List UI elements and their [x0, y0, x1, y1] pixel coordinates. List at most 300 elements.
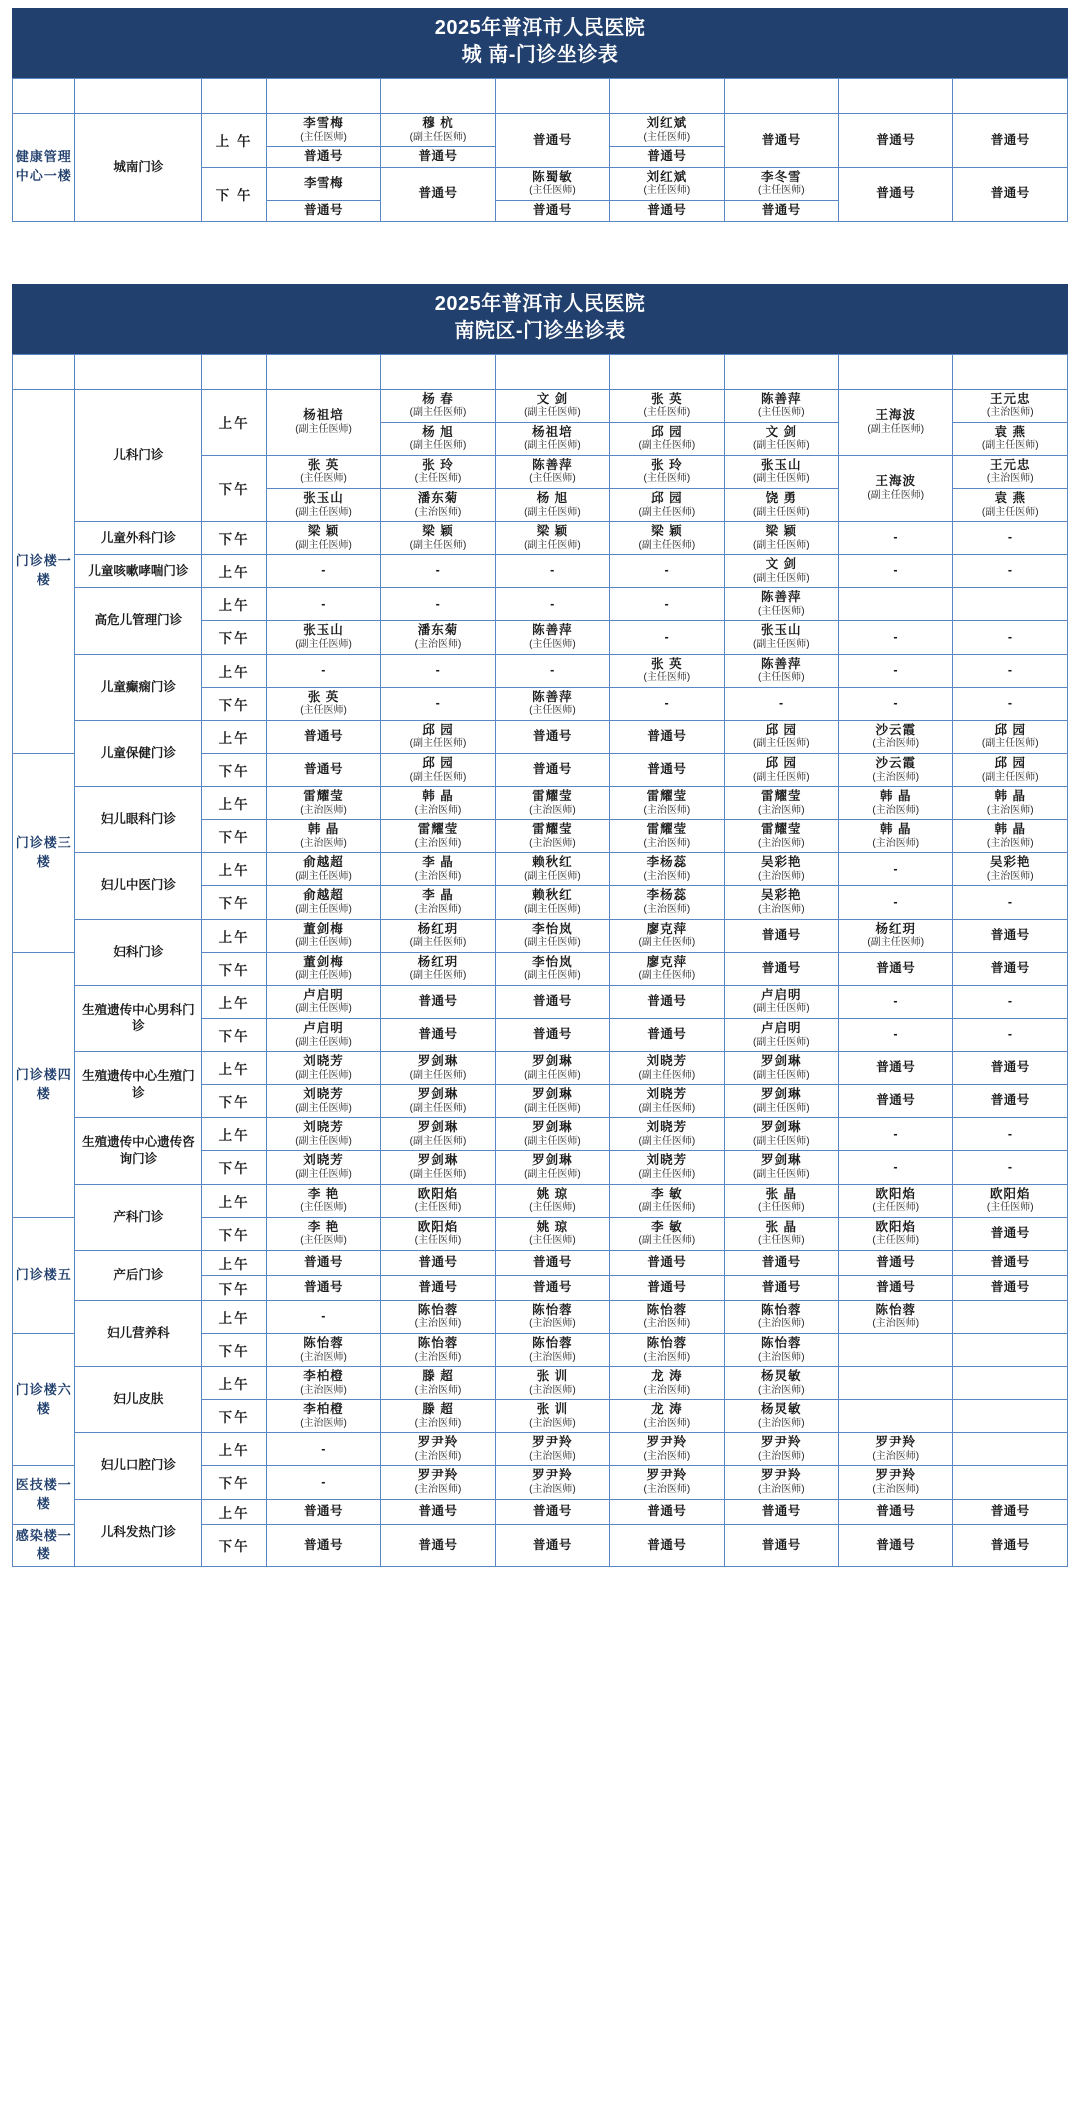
schedule-slot[interactable] [266, 687, 380, 720]
schedule-slot[interactable] [266, 588, 380, 621]
schedule-slot[interactable] [266, 1275, 380, 1300]
slot-doctor-name: 罗剑琳 [417, 1120, 459, 1135]
slot-doctor-name: 普通号 [418, 994, 458, 1008]
schedule-slot[interactable] [495, 1275, 609, 1300]
schedule-slot[interactable] [839, 1018, 953, 1051]
schedule-slot[interactable] [610, 787, 724, 820]
schedule-slot[interactable] [953, 687, 1068, 720]
schedule-slot[interactable] [839, 389, 953, 455]
schedule-slot[interactable] [953, 853, 1068, 886]
schedule-slot[interactable] [381, 1367, 495, 1400]
schedule-slot[interactable] [953, 753, 1068, 786]
schedule-slot[interactable] [381, 588, 495, 621]
schedule-slot[interactable] [381, 1052, 495, 1085]
schedule-slot[interactable] [839, 919, 953, 952]
dept-label: 妇儿中医门诊 [75, 853, 202, 919]
slot-doctor-title: (主任医师) [300, 131, 347, 143]
schedule-slot[interactable] [724, 753, 838, 786]
schedule-slot[interactable] [953, 1433, 1068, 1466]
schedule-slot[interactable] [495, 820, 609, 853]
schedule-slot[interactable] [953, 455, 1068, 488]
schedule-slot[interactable] [381, 1433, 495, 1466]
schedule-slot[interactable] [724, 1367, 838, 1400]
schedule-slot[interactable] [381, 1085, 495, 1118]
schedule-slot[interactable] [610, 588, 724, 621]
schedule-slot[interactable] [953, 555, 1068, 588]
schedule-slot[interactable] [724, 1085, 838, 1118]
schedule-slot[interactable] [266, 114, 380, 147]
schedule-slot[interactable] [381, 1250, 495, 1275]
schedule-slot[interactable] [610, 1499, 724, 1524]
table1-body [13, 114, 1068, 222]
schedule-slot[interactable] [610, 1118, 724, 1151]
schedule-slot[interactable] [381, 952, 495, 985]
schedule-slot[interactable] [610, 687, 724, 720]
schedule-slot[interactable] [839, 886, 953, 919]
schedule-slot[interactable] [724, 1151, 838, 1184]
schedule-slot[interactable] [953, 1250, 1068, 1275]
schedule-slot[interactable] [610, 654, 724, 687]
schedule-slot[interactable] [381, 422, 495, 455]
slot-doctor-title: (副主任医师) [638, 1202, 696, 1214]
schedule-slot[interactable] [266, 886, 380, 919]
schedule-slot[interactable] [381, 1300, 495, 1333]
slot-doctor-title: (主任医师) [643, 407, 691, 419]
schedule-slot[interactable] [724, 1217, 838, 1250]
schedule-slot[interactable] [724, 455, 838, 488]
schedule-slot[interactable] [266, 952, 380, 985]
schedule-slot[interactable] [495, 853, 609, 886]
schedule-slot[interactable] [381, 167, 495, 221]
schedule-slot[interactable] [495, 952, 609, 985]
schedule-slot[interactable] [610, 1184, 724, 1217]
schedule-slot[interactable] [610, 1300, 724, 1333]
schedule-slot[interactable] [266, 1151, 380, 1184]
schedule-slot[interactable] [610, 985, 724, 1018]
schedule-slot[interactable] [724, 720, 838, 753]
schedule-slot[interactable] [610, 1217, 724, 1250]
schedule-slot[interactable] [953, 1085, 1068, 1118]
schedule-slot[interactable] [610, 1433, 724, 1466]
schedule-slot[interactable] [610, 147, 724, 168]
schedule-slot[interactable] [724, 1184, 838, 1217]
schedule-slot[interactable] [724, 1524, 838, 1567]
schedule-slot[interactable] [953, 488, 1068, 521]
schedule-slot[interactable] [724, 488, 838, 521]
schedule-slot[interactable] [266, 621, 380, 654]
schedule-slot[interactable] [381, 555, 495, 588]
schedule-slot[interactable] [724, 1499, 838, 1524]
schedule-slot[interactable] [953, 522, 1068, 555]
schedule-slot[interactable] [610, 919, 724, 952]
schedule-slot[interactable] [724, 1250, 838, 1275]
schedule-slot[interactable] [839, 687, 953, 720]
slot-doctor-name: - [321, 1309, 326, 1323]
schedule-slot[interactable] [266, 1184, 380, 1217]
schedule-slot[interactable] [495, 1018, 609, 1051]
schedule-slot[interactable] [495, 1085, 609, 1118]
schedule-slot[interactable] [266, 787, 380, 820]
schedule-slot[interactable] [839, 1433, 953, 1466]
schedule-slot[interactable] [839, 1333, 953, 1366]
schedule-slot[interactable] [610, 952, 724, 985]
schedule-slot[interactable] [610, 167, 724, 200]
schedule-slot[interactable] [381, 886, 495, 919]
slot-doctor-title: (主治医师) [414, 639, 462, 650]
schedule-slot[interactable] [266, 1300, 380, 1333]
schedule-slot[interactable] [381, 820, 495, 853]
schedule-slot[interactable] [839, 455, 953, 521]
schedule-slot[interactable] [266, 753, 380, 786]
schedule-slot[interactable] [495, 588, 609, 621]
schedule-slot[interactable] [839, 753, 953, 786]
schedule-slot[interactable] [495, 753, 609, 786]
schedule-slot[interactable] [495, 621, 609, 654]
schedule-slot[interactable] [495, 1400, 609, 1433]
schedule-slot[interactable] [381, 687, 495, 720]
slot-doctor-name: 文 剑 [765, 557, 798, 572]
schedule-slot[interactable] [724, 886, 838, 919]
schedule-slot[interactable] [839, 167, 953, 221]
schedule-slot[interactable] [610, 555, 724, 588]
schedule-slot[interactable] [266, 555, 380, 588]
schedule-slot[interactable] [266, 1217, 380, 1250]
schedule-slot[interactable] [495, 1433, 609, 1466]
schedule-slot[interactable] [953, 1151, 1068, 1184]
schedule-slot[interactable] [495, 167, 609, 200]
schedule-slot[interactable] [724, 687, 838, 720]
schedule-slot[interactable] [953, 919, 1068, 952]
schedule-slot[interactable] [495, 1184, 609, 1217]
schedule-slot[interactable] [495, 919, 609, 952]
schedule-slot[interactable] [839, 1367, 953, 1400]
schedule-slot[interactable] [381, 1275, 495, 1300]
schedule-slot[interactable] [610, 200, 724, 221]
schedule-slot[interactable] [953, 621, 1068, 654]
schedule-slot[interactable] [381, 1217, 495, 1250]
schedule-slot[interactable] [381, 787, 495, 820]
slot-doctor-title: (主治医师) [986, 837, 1034, 849]
schedule-slot[interactable] [953, 1300, 1068, 1333]
schedule-slot[interactable] [839, 853, 953, 886]
time-label: 下午 [202, 753, 267, 786]
schedule-slot[interactable] [610, 1400, 724, 1433]
schedule-slot[interactable] [953, 1367, 1068, 1400]
schedule-slot[interactable] [266, 1367, 380, 1400]
schedule-slot[interactable] [724, 1118, 838, 1151]
schedule-slot[interactable] [953, 720, 1068, 753]
schedule-slot[interactable] [495, 1217, 609, 1250]
schedule-slot[interactable] [839, 1052, 953, 1085]
schedule-slot[interactable] [839, 1085, 953, 1118]
schedule-slot[interactable] [381, 1118, 495, 1151]
schedule-slot[interactable] [953, 820, 1068, 853]
schedule-slot[interactable] [839, 1499, 953, 1524]
schedule-slot[interactable] [266, 147, 380, 168]
schedule-slot[interactable] [495, 654, 609, 687]
schedule-slot[interactable] [610, 886, 724, 919]
schedule-slot[interactable] [381, 753, 495, 786]
table-row [13, 853, 1068, 886]
schedule-slot[interactable] [266, 488, 380, 521]
schedule-slot[interactable] [266, 1250, 380, 1275]
schedule-slot[interactable] [381, 389, 495, 422]
schedule-slot[interactable] [610, 1018, 724, 1051]
schedule-slot[interactable] [953, 1499, 1068, 1524]
schedule-slot[interactable] [266, 1499, 380, 1524]
schedule-slot[interactable] [724, 787, 838, 820]
slot-doctor-name: 杨 旭 [422, 424, 454, 439]
schedule-slot[interactable] [839, 1184, 953, 1217]
slot-doctor-name: 雷耀莹 [646, 822, 688, 837]
slot-doctor-name: - [664, 563, 670, 578]
schedule-slot[interactable] [724, 952, 838, 985]
schedule-slot[interactable] [839, 114, 953, 168]
schedule-slot[interactable] [266, 167, 380, 200]
schedule-slot[interactable] [495, 1118, 609, 1151]
schedule-slot[interactable] [381, 621, 495, 654]
schedule-slot[interactable] [610, 389, 724, 422]
schedule-slot[interactable] [610, 1151, 724, 1184]
schedule-slot[interactable] [381, 522, 495, 555]
schedule-slot[interactable] [381, 1400, 495, 1433]
schedule-slot[interactable] [724, 200, 838, 221]
schedule-slot[interactable] [495, 687, 609, 720]
schedule-slot[interactable] [495, 200, 609, 221]
schedule-slot[interactable] [610, 753, 724, 786]
schedule-slot[interactable] [266, 1118, 380, 1151]
schedule-slot[interactable] [381, 654, 495, 687]
schedule-slot[interactable] [953, 1018, 1068, 1051]
schedule-slot[interactable] [953, 654, 1068, 687]
schedule-slot[interactable] [953, 1400, 1068, 1433]
schedule-slot[interactable] [610, 1524, 724, 1567]
floor-label: 门诊楼六楼 [13, 1333, 75, 1466]
schedule-slot[interactable] [610, 853, 724, 886]
schedule-slot[interactable] [839, 787, 953, 820]
schedule-slot[interactable] [953, 422, 1068, 455]
schedule-slot[interactable] [381, 1333, 495, 1366]
schedule-slot[interactable] [839, 654, 953, 687]
schedule-slot[interactable] [610, 488, 724, 521]
schedule-slot[interactable] [266, 985, 380, 1018]
schedule-slot[interactable] [266, 200, 380, 221]
schedule-slot[interactable] [839, 1275, 953, 1300]
schedule-slot[interactable] [495, 455, 609, 488]
schedule-slot[interactable] [839, 1466, 953, 1499]
schedule-slot[interactable] [495, 114, 609, 168]
schedule-slot[interactable] [953, 886, 1068, 919]
schedule-slot[interactable] [266, 853, 380, 886]
schedule-slot[interactable] [953, 1184, 1068, 1217]
schedule-slot[interactable] [495, 1250, 609, 1275]
schedule-slot[interactable] [381, 1184, 495, 1217]
schedule-slot[interactable] [381, 1151, 495, 1184]
schedule-slot[interactable] [610, 1333, 724, 1366]
schedule-slot[interactable] [381, 985, 495, 1018]
schedule-slot[interactable] [953, 1333, 1068, 1366]
schedule-slot[interactable] [839, 1151, 953, 1184]
schedule-slot[interactable] [724, 1433, 838, 1466]
schedule-slot[interactable] [495, 985, 609, 1018]
schedule-slot[interactable] [953, 787, 1068, 820]
schedule-slot[interactable] [381, 1499, 495, 1524]
schedule-slot[interactable] [495, 1333, 609, 1366]
schedule-slot[interactable] [953, 389, 1068, 422]
schedule-slot[interactable] [953, 167, 1068, 221]
schedule-slot[interactable] [724, 1052, 838, 1085]
schedule-slot[interactable] [266, 1400, 380, 1433]
schedule-slot[interactable] [266, 919, 380, 952]
schedule-slot[interactable] [266, 1085, 380, 1118]
schedule-slot[interactable] [381, 147, 495, 168]
schedule-slot[interactable] [495, 1151, 609, 1184]
schedule-slot[interactable] [610, 1275, 724, 1300]
schedule-slot[interactable] [266, 1018, 380, 1051]
schedule-slot[interactable] [724, 555, 838, 588]
schedule-slot[interactable] [381, 1524, 495, 1567]
schedule-slot[interactable] [953, 1275, 1068, 1300]
schedule-slot[interactable] [953, 1217, 1068, 1250]
table-row [13, 522, 1068, 555]
schedule-slot[interactable] [610, 720, 724, 753]
slot-doctor-title: (副主任医师) [638, 970, 696, 982]
schedule-slot[interactable] [839, 522, 953, 555]
schedule-slot[interactable] [724, 919, 838, 952]
schedule-slot[interactable] [266, 1052, 380, 1085]
slot-doctor-name: 李怡岚 [532, 954, 573, 969]
schedule-slot[interactable] [610, 1052, 724, 1085]
slot-doctor-title: (主治医师) [872, 1484, 920, 1495]
schedule-slot[interactable] [839, 555, 953, 588]
schedule-slot[interactable] [610, 1085, 724, 1118]
schedule-slot[interactable] [381, 1466, 495, 1499]
schedule-slot[interactable] [381, 919, 495, 952]
slot-doctor-title: (主任医师) [757, 1202, 805, 1214]
schedule-slot[interactable] [839, 1300, 953, 1333]
schedule-slot[interactable] [724, 1466, 838, 1499]
schedule-slot[interactable] [495, 488, 609, 521]
schedule-slot[interactable] [495, 555, 609, 588]
schedule-slot[interactable] [724, 820, 838, 853]
schedule-slot[interactable] [953, 114, 1068, 168]
schedule-slot[interactable] [724, 1018, 838, 1051]
slot-doctor-name: 陈善萍 [761, 656, 802, 671]
schedule-slot[interactable] [266, 389, 380, 455]
schedule-slot[interactable] [610, 114, 724, 147]
schedule-slot[interactable] [724, 853, 838, 886]
schedule-slot[interactable] [839, 588, 953, 621]
schedule-slot[interactable] [266, 1466, 380, 1499]
schedule-slot[interactable] [266, 455, 380, 488]
schedule-slot[interactable] [724, 1300, 838, 1333]
schedule-slot[interactable] [381, 114, 495, 147]
schedule-slot[interactable] [495, 422, 609, 455]
schedule-slot[interactable] [724, 1275, 838, 1300]
schedule-slot[interactable] [266, 522, 380, 555]
slot-doctor-name: 普通号 [532, 994, 572, 1008]
schedule-slot[interactable] [610, 621, 724, 654]
schedule-slot[interactable] [839, 1524, 953, 1567]
schedule-slot[interactable] [495, 1466, 609, 1499]
schedule-slot[interactable] [495, 1499, 609, 1524]
schedule-slot[interactable] [266, 720, 380, 753]
schedule-slot[interactable] [610, 422, 724, 455]
slot-doctor-name: 沙云霞 [875, 755, 916, 770]
schedule-slot[interactable] [266, 654, 380, 687]
schedule-slot[interactable] [610, 1466, 724, 1499]
schedule-slot[interactable] [495, 1367, 609, 1400]
schedule-slot[interactable] [839, 1217, 953, 1250]
schedule-slot[interactable] [381, 1018, 495, 1051]
schedule-slot[interactable] [839, 720, 953, 753]
schedule-slot[interactable] [953, 1524, 1068, 1567]
schedule-slot[interactable] [266, 1524, 380, 1567]
slot-doctor-name: - [321, 563, 326, 578]
slot-doctor-name: 普通号 [761, 1279, 801, 1294]
schedule-slot[interactable] [495, 787, 609, 820]
schedule-slot[interactable] [724, 621, 838, 654]
schedule-slot[interactable] [495, 1524, 609, 1567]
schedule-slot[interactable] [724, 389, 838, 422]
schedule-slot[interactable] [724, 1333, 838, 1366]
schedule-slot[interactable] [839, 1250, 953, 1275]
schedule-slot[interactable] [495, 389, 609, 422]
schedule-slot[interactable] [724, 167, 838, 200]
schedule-slot[interactable] [839, 1118, 953, 1151]
schedule-slot[interactable] [724, 422, 838, 455]
schedule-slot[interactable] [266, 820, 380, 853]
slot-doctor-name: 罗剑琳 [761, 1153, 802, 1168]
schedule-slot[interactable] [495, 886, 609, 919]
schedule-slot[interactable] [953, 985, 1068, 1018]
schedule-slot[interactable] [724, 114, 838, 168]
schedule-slot[interactable] [724, 985, 838, 1018]
schedule-slot[interactable] [724, 522, 838, 555]
schedule-slot[interactable] [724, 1400, 838, 1433]
schedule-slot[interactable] [495, 720, 609, 753]
schedule-slot[interactable] [953, 1118, 1068, 1151]
slot-doctor-name: 陈善萍 [532, 623, 573, 638]
schedule-slot[interactable] [381, 455, 495, 488]
schedule-slot[interactable] [495, 1052, 609, 1085]
schedule-slot[interactable] [610, 1367, 724, 1400]
schedule-slot[interactable] [953, 1466, 1068, 1499]
schedule-slot[interactable] [839, 985, 953, 1018]
schedule-slot[interactable] [839, 952, 953, 985]
schedule-slot[interactable] [610, 455, 724, 488]
schedule-slot[interactable] [381, 720, 495, 753]
schedule-slot[interactable] [839, 1400, 953, 1433]
schedule-slot[interactable] [724, 588, 838, 621]
schedule-slot[interactable] [610, 820, 724, 853]
schedule-slot[interactable] [495, 1300, 609, 1333]
schedule-slot[interactable] [724, 654, 838, 687]
schedule-slot[interactable] [266, 1333, 380, 1366]
schedule-slot[interactable] [953, 588, 1068, 621]
schedule-slot[interactable] [381, 853, 495, 886]
schedule-slot[interactable] [839, 820, 953, 853]
schedule-slot[interactable] [953, 1052, 1068, 1085]
schedule-slot[interactable] [610, 522, 724, 555]
schedule-slot[interactable] [839, 621, 953, 654]
slot-doctor-name: 雷耀莹 [761, 822, 802, 837]
schedule-slot[interactable] [495, 522, 609, 555]
schedule-slot[interactable] [381, 488, 495, 521]
schedule-slot[interactable] [953, 952, 1068, 985]
schedule-slot[interactable] [266, 1433, 380, 1466]
schedule-slot[interactable] [610, 1250, 724, 1275]
